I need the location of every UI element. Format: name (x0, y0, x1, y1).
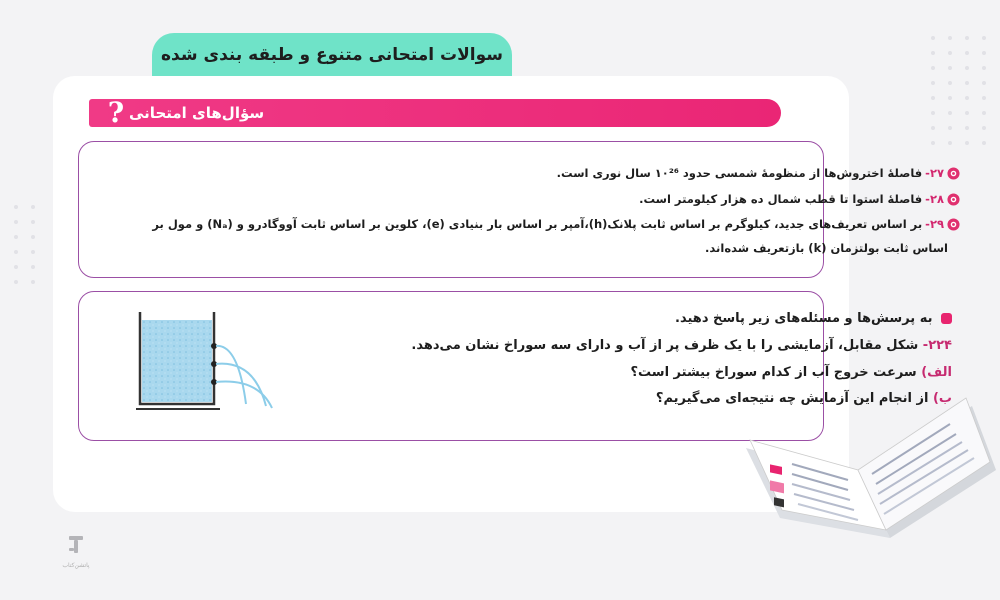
part-b-label: ب) (932, 391, 952, 406)
exam-questions-banner (89, 96, 781, 129)
question-text: اساس ثابت بولتزمان (k) بازتعریف شده‌اند. (705, 241, 948, 255)
water-container-illustration (130, 308, 290, 418)
question-29 (152, 217, 960, 231)
part-a-text: سرعت خروج آب از کدام سوراخ بیشتر است؟ (630, 365, 917, 380)
question-badge-icon (947, 218, 960, 231)
question-text: فاصلهٔ اختروش‌ها از منظومهٔ شمسی حدود ۱۰²⁶ سال نوری است. (556, 166, 923, 180)
question-text: بر اساس تعریف‌های جدید، کیلوگرم بر اساس ثابت پلانک(h)،آمپر بر اساس بار بنیادی (e)، کلوین بر اساس ثابت آووگادرو و (Nₐ) و مول بر (152, 217, 923, 231)
pink-bullet-icon (941, 313, 952, 324)
question-28 (639, 192, 960, 206)
exercise-heading-text: به پرسش‌ها و مسئله‌های زیر پاسخ دهید. (675, 311, 933, 326)
exercise-number: ۲۲۴- (922, 338, 952, 353)
open-book-illustration (740, 378, 998, 546)
questions-box (78, 141, 824, 278)
decorative-dots-right (931, 36, 988, 145)
part-b-text: از انجام این آزمایش چه نتیجه‌ای می‌گیریم؟ (655, 391, 929, 406)
decorative-dots-left (14, 205, 37, 284)
question-text: فاصلهٔ استوا تا قطب شمال ده هزار کیلومتر است. (639, 192, 923, 206)
banner-title: سؤال‌های امتحانی (129, 104, 265, 122)
question-27 (557, 166, 960, 180)
question-mark-icon: ? (107, 96, 125, 129)
question-number: ۲۹- (925, 217, 944, 231)
question-29-continued (705, 241, 948, 255)
question-number: ۲۷- (925, 166, 944, 180)
question-badge-icon (947, 193, 960, 206)
exercise-heading (675, 311, 952, 326)
part-a-label: الف) (921, 365, 952, 380)
exercise-question (411, 338, 952, 353)
brand-logo-icon (65, 534, 87, 556)
exercise-question-text: شکل مقابل، آزمایشی را با یک ظرف پر از آب و دارای سه سوراخ نشان می‌دهد. (411, 338, 919, 353)
section-tab-title: سوالات امتحانی متنوع و طبقه بندی شده (152, 33, 512, 77)
brand-logo (56, 534, 96, 569)
question-badge-icon (947, 167, 960, 180)
brand-logo-text: پاتشن‌کتاب (62, 562, 90, 569)
question-number: ۲۸- (925, 192, 944, 206)
